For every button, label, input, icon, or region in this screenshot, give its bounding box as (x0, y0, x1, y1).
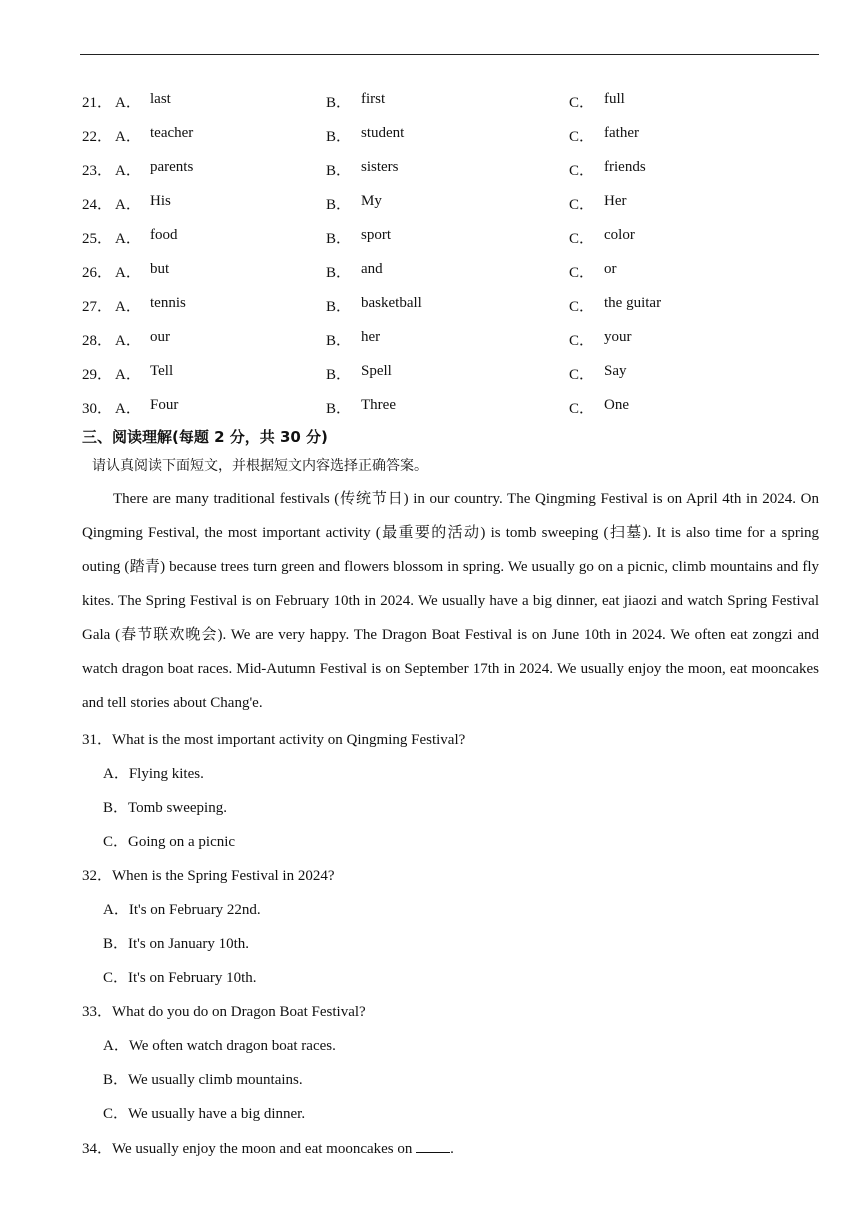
option-b-letter: B． (326, 129, 352, 145)
option-row-25 (82, 227, 782, 249)
option-a-letter: A． (115, 163, 141, 179)
question-number: 28． (82, 333, 113, 349)
option-c-letter: C． (569, 333, 595, 349)
option-c-letter: C． (569, 129, 595, 145)
question-31-stem: 31．What is the most important activity on Qingming Festival? (82, 732, 466, 748)
question-33-option-c: C．We usually have a big dinner. (103, 1106, 306, 1122)
answer-blank (416, 1140, 450, 1153)
option-c-letter: C． (569, 367, 595, 383)
option-b-letter: B． (326, 401, 352, 417)
option-c-text: father (604, 125, 639, 141)
option-row-27 (82, 295, 782, 317)
option-b-letter: B． (326, 367, 352, 383)
option-c-text: friends (604, 159, 646, 175)
option-a-letter: A． (115, 401, 141, 417)
option-b-text: student (361, 125, 405, 141)
option-row-28 (82, 329, 782, 351)
option-b-text: Three (361, 397, 396, 413)
section-instruction: 请认真阅读下面短文，并根据短文内容选择正确答案。 (92, 458, 428, 474)
option-a-text: parents (150, 159, 194, 175)
option-row-24 (82, 193, 782, 215)
option-c-letter: C． (569, 197, 595, 213)
option-a-text: food (150, 227, 178, 243)
option-a-letter: A． (115, 333, 141, 349)
section-title: 三、阅读理解(每题 2 分，共 30 分) (82, 428, 328, 446)
reading-passage: There are many traditional festivals (传统节日) in our country. The Qingming Festival is on April 4th in 2024. On Qingming Festival, the most important activity (最重要的活动) is tomb sweeping (扫墓). It is also time for a spring outing (踏青) because trees turn green and flowers blossom in spring. We usually go on a picnic, climb mountains and fly kites. The Spring Festival is on February 10th in 2024. We usually have a big dinner, eat jiaozi and watch Spring Festival Gala (春节联欢晚会). We are very happy. The Dragon Boat Festival is on June 10th in 2024. We often eat zongzi and watch dragon boat races. Mid-Autumn Festival is on September 17th in 2024. We usually enjoy the moon, eat mooncakes and tell stories about Chang'e. (82, 491, 819, 711)
option-b-text: sisters (361, 159, 399, 175)
question-33-stem: 33．What do you do on Dragon Boat Festival? (82, 1004, 366, 1020)
option-row-23 (82, 159, 782, 181)
option-c-text: One (604, 397, 629, 413)
question-number: 25． (82, 231, 113, 247)
question-32-option-a: A．It's on February 22nd. (103, 902, 261, 918)
option-b-letter: B． (326, 231, 352, 247)
option-c-letter: C． (569, 401, 595, 417)
option-b-letter: B． (326, 163, 352, 179)
option-a-letter: A． (115, 197, 141, 213)
option-b-text: My (361, 193, 382, 209)
option-c-letter: C． (569, 231, 595, 247)
question-number: 27． (82, 299, 113, 315)
option-b-letter: B． (326, 197, 352, 213)
question-34-text: 34．We usually enjoy the moon and eat mooncakes on (82, 1141, 413, 1157)
option-a-letter: A． (115, 367, 141, 383)
option-a-letter: A． (115, 299, 141, 315)
question-33-option-a: A．We often watch dragon boat races. (103, 1038, 336, 1054)
question-31-option-b: B．Tomb sweeping. (103, 800, 227, 816)
question-number: 29． (82, 367, 113, 383)
question-number: 22． (82, 129, 113, 145)
option-c-text: the guitar (604, 295, 662, 311)
option-c-text: Say (604, 363, 627, 379)
question-34-period: . (450, 1141, 454, 1157)
option-a-text: Four (150, 397, 179, 413)
option-c-letter: C． (569, 95, 595, 111)
option-c-letter: C． (569, 163, 595, 179)
option-a-letter: A． (115, 129, 141, 145)
question-number: 23． (82, 163, 113, 179)
option-c-letter: C． (569, 299, 595, 315)
header-rule (80, 54, 819, 55)
question-31-option-c: C．Going on a picnic (103, 834, 236, 850)
option-b-letter: B． (326, 95, 352, 111)
option-row-29 (82, 363, 782, 385)
option-a-letter: A． (115, 231, 141, 247)
option-row-30 (82, 397, 782, 419)
option-a-text: His (150, 193, 171, 209)
question-32-option-c: C．It's on February 10th. (103, 970, 257, 986)
option-row-26 (82, 261, 782, 283)
question-number: 24． (82, 197, 113, 213)
option-a-letter: A． (115, 95, 141, 111)
question-number: 21． (82, 95, 113, 111)
option-row-21 (82, 91, 782, 113)
option-b-text: Spell (361, 363, 392, 379)
option-c-text: full (604, 91, 625, 107)
option-a-text: but (150, 261, 170, 277)
option-b-letter: B． (326, 265, 352, 281)
question-number: 30． (82, 401, 113, 417)
option-c-letter: C． (569, 265, 595, 281)
question-34-stem (82, 1137, 454, 1158)
question-31-option-a: A．Flying kites. (103, 766, 204, 782)
question-32-stem: 32．When is the Spring Festival in 2024? (82, 868, 335, 884)
option-a-text: last (150, 91, 171, 107)
option-a-text: Tell (150, 363, 174, 379)
option-c-text: color (604, 227, 635, 243)
option-row-22 (82, 125, 782, 147)
question-32-option-b: B．It's on January 10th. (103, 936, 250, 952)
option-a-text: teacher (150, 125, 194, 141)
question-33-option-b: B．We usually climb mountains. (103, 1072, 303, 1088)
question-number: 26． (82, 265, 113, 281)
option-b-letter: B． (326, 333, 352, 349)
option-b-letter: B． (326, 299, 352, 315)
option-a-text: tennis (150, 295, 186, 311)
option-c-text: or (604, 261, 617, 277)
option-c-text: your (604, 329, 632, 345)
option-a-letter: A． (115, 265, 141, 281)
option-b-text: first (361, 91, 386, 107)
option-a-text: our (150, 329, 170, 345)
option-b-text: sport (361, 227, 391, 243)
option-c-text: Her (604, 193, 627, 209)
option-b-text: basketball (361, 295, 422, 311)
option-b-text: and (361, 261, 383, 277)
option-b-text: her (361, 329, 381, 345)
